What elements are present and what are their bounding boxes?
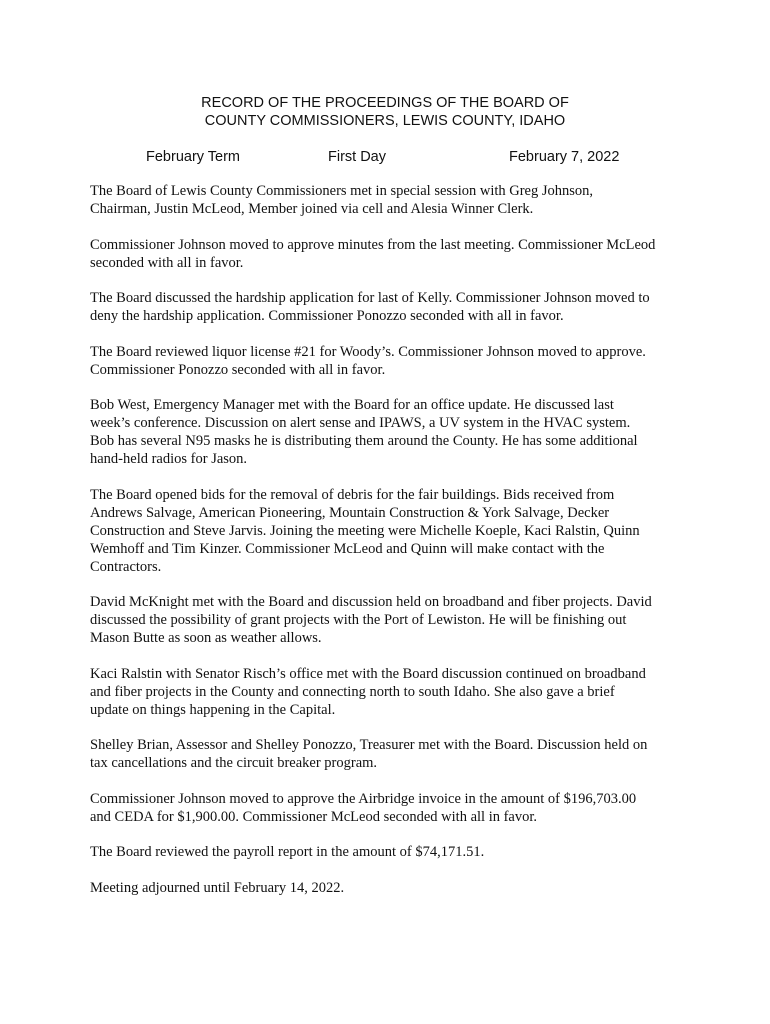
minutes-paragraph	[90, 790, 690, 826]
paragraph-line: and CEDA for $1,900.00. Commissioner McLeod seconded with all in favor.	[90, 808, 538, 825]
paragraph-line: Commissioner Johnson moved to approve minutes from the last meeting. Commissioner McLeod	[90, 236, 656, 253]
paragraph-line: update on things happening in the Capital.	[90, 701, 336, 718]
minutes-body	[90, 182, 690, 914]
minutes-paragraph	[90, 593, 690, 647]
paragraph-line: Construction and Steve Jarvis. Joining the meeting were Michelle Koeple, Kaci Ralstin, Quinn	[90, 522, 640, 539]
minutes-paragraph	[90, 236, 690, 272]
paragraph-line: hand-held radios for Jason.	[90, 451, 248, 467]
paragraph-line: Mason Butte as soon as weather allows.	[90, 630, 322, 646]
paragraph-line: The Board of Lewis County Commissioners met in special session with Greg Johnson,	[90, 183, 594, 199]
paragraph-line: and fiber projects in the County and connecting north to south Idaho. She also gave a brief	[90, 683, 615, 700]
paragraph-line: The Board discussed the hardship application for last of Kelly. Commissioner Johnson moved to	[90, 290, 650, 306]
paragraph-line: Kaci Ralstin with Senator Risch’s office met with the Board discussion continued on broadband	[90, 665, 646, 682]
minutes-paragraph	[90, 182, 690, 218]
paragraph-line: The Board reviewed the payroll report in the amount of $74,171.51.	[90, 844, 485, 860]
term-label: February Term	[146, 149, 241, 165]
paragraph-line: Andrews Salvage, American Pioneering, Mountain Construction & York Salvage, Decker	[90, 504, 610, 521]
document-title	[0, 94, 770, 130]
paragraph-line: Bob has several N95 masks he is distributing them around the County. He has some additional	[90, 433, 638, 449]
meeting-date: February 7, 2022	[509, 149, 620, 165]
minutes-paragraph	[90, 665, 690, 719]
paragraph-line: Chairman, Justin McLeod, Member joined via cell and Alesia Winner Clerk.	[90, 201, 534, 217]
paragraph-line: The Board opened bids for the removal of debris for the fair buildings. Bids received from	[90, 486, 615, 503]
paragraph-line: discussed the possibility of grant projects with the Port of Lewiston. He will be finishing out	[90, 612, 627, 628]
minutes-paragraph	[90, 343, 690, 379]
paragraph-line: Commissioner Johnson moved to approve the Airbridge invoice in the amount of $196,703.00	[90, 790, 637, 807]
minutes-paragraph	[90, 843, 690, 861]
paragraph-line: The Board reviewed liquor license #21 for Woody’s. Commissioner Johnson moved to approve.	[90, 343, 646, 360]
session-info-row	[0, 148, 770, 166]
title-line-1: RECORD OF THE PROCEEDINGS OF THE BOARD OF	[201, 95, 569, 111]
paragraph-line: David McKnight met with the Board and discussion held on broadband and fiber projects. David	[90, 594, 652, 610]
minutes-paragraph	[90, 396, 690, 468]
minutes-paragraph	[90, 289, 690, 325]
paragraph-line: Meeting adjourned until February 14, 2022.	[90, 879, 345, 896]
paragraph-line: Bob West, Emergency Manager met with the Board for an office update. He discussed last	[90, 397, 614, 413]
paragraph-line: Commissioner Ponozzo seconded with all in favor.	[90, 361, 386, 378]
paragraph-line: seconded with all in favor.	[90, 254, 244, 271]
paragraph-line: Wemhoff and Tim Kinzer. Commissioner McLeod and Quinn will make contact with the	[90, 540, 605, 557]
day-label: First Day	[328, 149, 386, 165]
paragraph-line: week’s conference. Discussion on alert sense and IPAWS, a UV system in the HVAC system.	[90, 415, 631, 431]
paragraph-line: Contractors.	[90, 558, 162, 575]
paragraph-line: Shelley Brian, Assessor and Shelley Ponozzo, Treasurer met with the Board. Discussion held on	[90, 737, 648, 753]
paragraph-line: deny the hardship application. Commissioner Ponozzo seconded with all in favor.	[90, 308, 564, 324]
title-line-2: COUNTY COMMISSIONERS, LEWIS COUNTY, IDAHO	[204, 113, 566, 129]
paragraph-line: tax cancellations and the circuit breaker program.	[90, 755, 378, 771]
minutes-paragraph	[90, 879, 690, 897]
minutes-paragraph	[90, 736, 690, 772]
minutes-paragraph	[90, 486, 690, 576]
